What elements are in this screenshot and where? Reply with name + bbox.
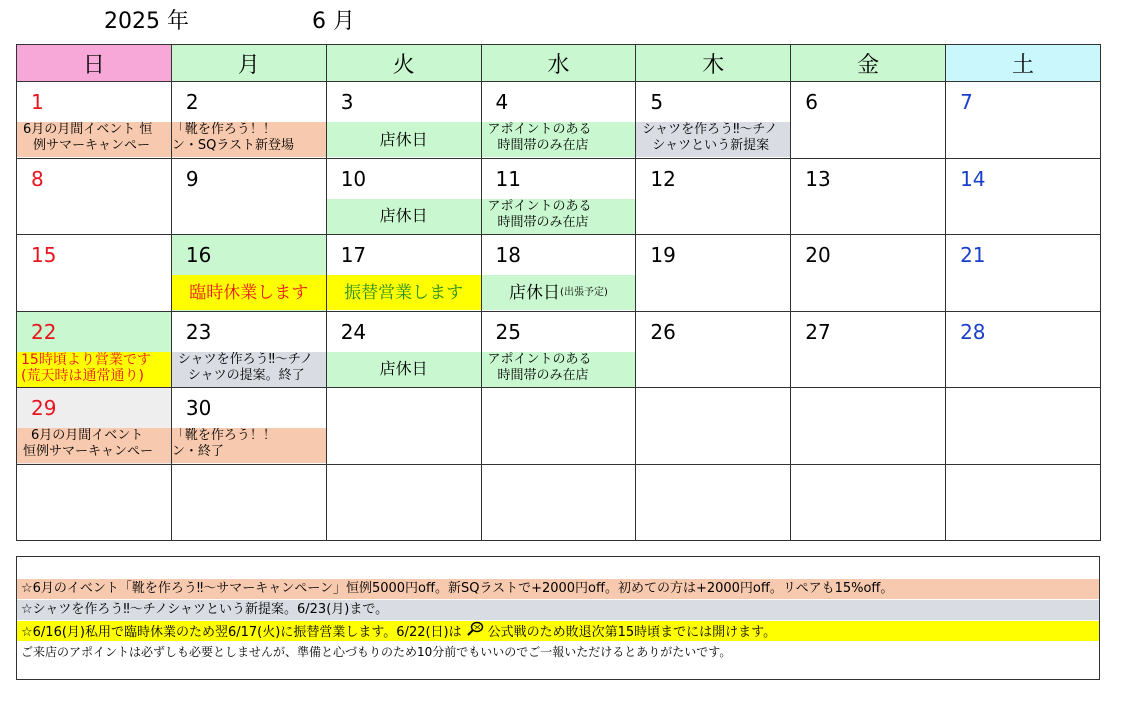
day-number: 21 — [960, 243, 986, 267]
month-label: 6 月 — [312, 9, 355, 34]
event-shirt-end: シャツを作ろう‼～チノ シャツの提案。終了 — [172, 352, 326, 387]
day-number: 29 — [31, 396, 57, 420]
event-appointment: アポイントのある 時間帯のみ在店 — [482, 352, 636, 387]
day-cell[interactable] — [636, 464, 791, 541]
day-number: 22 — [31, 319, 57, 344]
day-cell[interactable] — [17, 311, 172, 388]
week-row — [17, 311, 1101, 388]
day-cell[interactable] — [946, 311, 1101, 388]
day-cell[interactable] — [171, 464, 326, 541]
day-number: 20 — [805, 243, 831, 267]
weekday-sat: 土 — [946, 45, 1101, 82]
notes-box — [16, 556, 1100, 680]
event-closed: 店休日 — [327, 199, 481, 234]
day-number: 3 — [340, 90, 354, 114]
weekday-sun: 日 — [17, 45, 172, 82]
day-cell[interactable] — [481, 464, 636, 541]
day-number: 1 — [31, 90, 44, 114]
weekday-wed: 水 — [481, 45, 636, 82]
calendar-grid — [16, 44, 1101, 541]
day-number: 23 — [185, 319, 212, 344]
day-cell[interactable] — [791, 464, 946, 541]
day-number: 10 — [340, 166, 367, 191]
day-cell[interactable] — [636, 158, 791, 235]
day-cell[interactable] — [791, 311, 946, 388]
day-cell[interactable] — [946, 464, 1101, 541]
day-number: 28 — [960, 319, 986, 344]
day-cell[interactable] — [171, 235, 326, 312]
day-cell[interactable] — [326, 311, 481, 388]
day-number: 30 — [185, 396, 212, 420]
day-cell[interactable] — [946, 388, 1101, 465]
note-event: ☆6月のイベント「靴を作ろう‼～サマーキャンペーン」恒例5000円off。新SQラストで+2000円off。初めての方は+2000円off。リペアも15%off。 — [17, 579, 1099, 599]
day-cell[interactable] — [791, 388, 946, 465]
day-cell[interactable] — [17, 388, 172, 465]
day-cell[interactable] — [326, 388, 481, 465]
event-closed: 店休日 — [327, 122, 481, 157]
day-number: 6 — [805, 90, 818, 114]
day-number: 25 — [495, 319, 521, 344]
event-monthly: 6月の月間イベント 恒例サマーキャンペー — [17, 428, 171, 463]
weekday-tue: 火 — [326, 45, 481, 82]
day-number: 13 — [805, 166, 831, 191]
day-number: 19 — [650, 243, 676, 267]
year-label: 2025 年 — [104, 9, 189, 34]
day-number: 9 — [185, 166, 199, 191]
week-row — [17, 82, 1101, 159]
note-appointment: ご来店のアポイントは必ずしも必要としませんが、準備と心づもりのため10分前でもいいのでご一報いただけるとありがたいです。 — [21, 645, 732, 659]
day-cell[interactable] — [171, 82, 326, 159]
week-row — [17, 388, 1101, 465]
calendar-title — [0, 2, 1128, 38]
day-number: 26 — [650, 319, 676, 344]
event-shoes-end: 「靴を作ろう！！ ン・終了 — [172, 428, 326, 463]
event-appointment: アポイントのある 時間帯のみ在店 — [482, 122, 636, 157]
day-number: 11 — [495, 166, 521, 191]
day-cell[interactable] — [636, 235, 791, 312]
event-late-open: 15時頃より営業です (荒天時は通常通り) — [17, 352, 171, 387]
day-number: 2 — [185, 90, 199, 114]
day-cell[interactable] — [326, 82, 481, 159]
tennis-racket-icon — [466, 621, 484, 641]
day-number: 17 — [340, 243, 367, 267]
day-cell[interactable] — [946, 82, 1101, 159]
week-row — [17, 464, 1101, 541]
week-row — [17, 235, 1101, 312]
day-cell[interactable] — [481, 388, 636, 465]
weekday-thu: 木 — [636, 45, 791, 82]
day-number: 7 — [960, 90, 973, 114]
week-row — [17, 158, 1101, 235]
event-shirt: シャツを作ろう‼～チノ シャツという新提案 — [636, 122, 790, 157]
day-cell[interactable] — [791, 158, 946, 235]
day-cell[interactable] — [481, 235, 636, 312]
day-cell[interactable] — [481, 311, 636, 388]
day-cell[interactable] — [636, 82, 791, 159]
note-holiday: ☆6/16(月)私用で臨時休業のため翌6/17(火)に振替営業します。6/22(日)は 公式戦のため敗退次第15時頃までには開けます。 — [17, 621, 1099, 641]
event-shoes: 「靴を作ろう！！ ン・SQラスト新登場 — [172, 122, 326, 157]
day-number: 5 — [650, 90, 664, 114]
day-number: 14 — [960, 166, 986, 191]
day-cell[interactable] — [326, 158, 481, 235]
day-cell[interactable] — [171, 388, 326, 465]
day-number: 27 — [805, 319, 831, 344]
event-substitute-open: 振替営業します — [327, 275, 481, 310]
day-cell[interactable] — [17, 235, 172, 312]
event-temp-closed: 臨時休業します — [172, 275, 326, 310]
event-closed: 店休日 — [327, 352, 481, 387]
day-cell[interactable] — [17, 82, 172, 159]
day-number: 15 — [31, 243, 57, 267]
day-number: 16 — [185, 243, 212, 267]
event-monthly: 6月の月間イベント 恒 例サマーキャンペー — [17, 122, 171, 157]
day-cell[interactable] — [791, 82, 946, 159]
day-cell[interactable] — [946, 235, 1101, 312]
day-number: 24 — [340, 319, 367, 344]
day-cell[interactable] — [171, 311, 326, 388]
day-cell[interactable] — [171, 158, 326, 235]
day-cell[interactable] — [636, 311, 791, 388]
day-cell[interactable] — [17, 464, 172, 541]
event-appointment: アポイントのある 時間帯のみ在店 — [482, 199, 636, 234]
day-cell[interactable] — [481, 82, 636, 159]
weekday-fri: 金 — [791, 45, 946, 82]
day-number: 8 — [31, 166, 44, 191]
event-closed-trip: 店休日 (出張予定) — [482, 275, 636, 310]
day-cell[interactable] — [326, 464, 481, 541]
weekday-header-row — [17, 45, 1101, 82]
note-shirt: ☆シャツを作ろう‼～チノシャツという新提案。6/23(月)まで。 — [17, 600, 1099, 620]
day-cell[interactable] — [17, 158, 172, 235]
day-cell[interactable] — [326, 235, 481, 312]
weekday-mon: 月 — [171, 45, 326, 82]
day-number: 12 — [650, 166, 676, 191]
day-cell[interactable] — [481, 158, 636, 235]
day-cell[interactable] — [636, 388, 791, 465]
day-cell[interactable] — [791, 235, 946, 312]
day-number: 4 — [495, 90, 509, 114]
day-number: 18 — [495, 243, 521, 267]
day-cell[interactable] — [946, 158, 1101, 235]
